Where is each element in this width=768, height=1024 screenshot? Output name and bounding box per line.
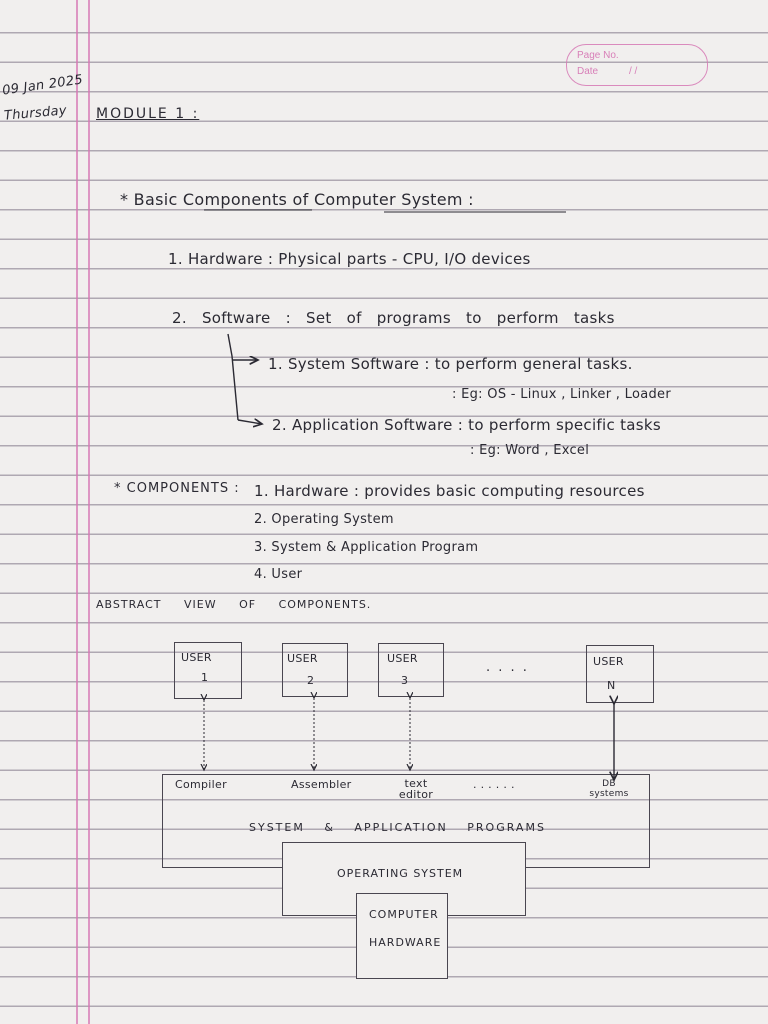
- section1-sub-application-software: 2. Application Software : to perform specific tasks: [272, 416, 661, 434]
- user-box-1-num: 1: [201, 671, 209, 684]
- user-box-n-label: USER: [593, 655, 624, 668]
- programs-label: SYSTEM & APPLICATION PROGRAMS: [249, 821, 546, 834]
- software-tree: [228, 334, 262, 424]
- entry-day: Thursday: [3, 103, 68, 124]
- section1-sub-system-software: 1. System Software : to perform general tasks.: [268, 355, 633, 373]
- entry-date: 09 Jan 2025: [1, 72, 84, 99]
- user-box-2-label: USER: [287, 652, 318, 665]
- user-box-n-num: N: [607, 679, 616, 692]
- section-underlines: [204, 210, 566, 212]
- os-label: OPERATING SYSTEM: [337, 867, 464, 880]
- program-assembler: Assembler: [291, 778, 352, 791]
- program-ellipsis: . . . . . .: [473, 778, 515, 791]
- software-branch-line: [228, 334, 238, 420]
- section1-sub-application-example: : Eg: Word , Excel: [470, 443, 590, 458]
- program-compiler: Compiler: [175, 778, 227, 791]
- user-box-2-num: 2: [307, 674, 315, 687]
- section1-item-hardware: 1. Hardware : Physical parts - CPU, I/O devices: [168, 250, 531, 268]
- user-box-1-label: USER: [181, 651, 212, 664]
- section2-heading: * COMPONENTS :: [114, 481, 240, 496]
- hardware-label-2: HARDWARE: [369, 936, 442, 949]
- hardware-label-1: COMPUTER: [369, 908, 439, 921]
- section1-item-software: 2. Software : Set of programs to perform tasks: [172, 309, 615, 327]
- component-item-1: 1. Hardware : provides basic computing resources: [254, 482, 645, 500]
- component-item-3: 3. System & Application Program: [254, 540, 479, 555]
- date-label: Date: [577, 66, 599, 77]
- user-ellipsis: . . . .: [486, 660, 529, 675]
- date-value: / /: [629, 66, 638, 77]
- section1-heading: * Basic Components of Computer System :: [120, 190, 474, 209]
- user-connectors: [204, 698, 614, 780]
- arrow-to-application-software: [238, 420, 262, 424]
- page-no-label: Page No.: [577, 50, 619, 61]
- component-item-2: 2. Operating System: [254, 512, 394, 527]
- module-title: MODULE 1 :: [96, 106, 200, 122]
- diagram-title: ABSTRACT VIEW OF COMPONENTS.: [96, 598, 372, 611]
- user-box-3-label: USER: [387, 652, 418, 665]
- program-db-systems: DB systems: [589, 779, 629, 799]
- user-box-3-num: 3: [401, 674, 409, 687]
- section1-sub-system-example: : Eg: OS - Linux , Linker , Loader: [452, 387, 671, 402]
- component-item-4: 4. User: [254, 567, 303, 582]
- program-text-editor: text editor: [398, 777, 434, 801]
